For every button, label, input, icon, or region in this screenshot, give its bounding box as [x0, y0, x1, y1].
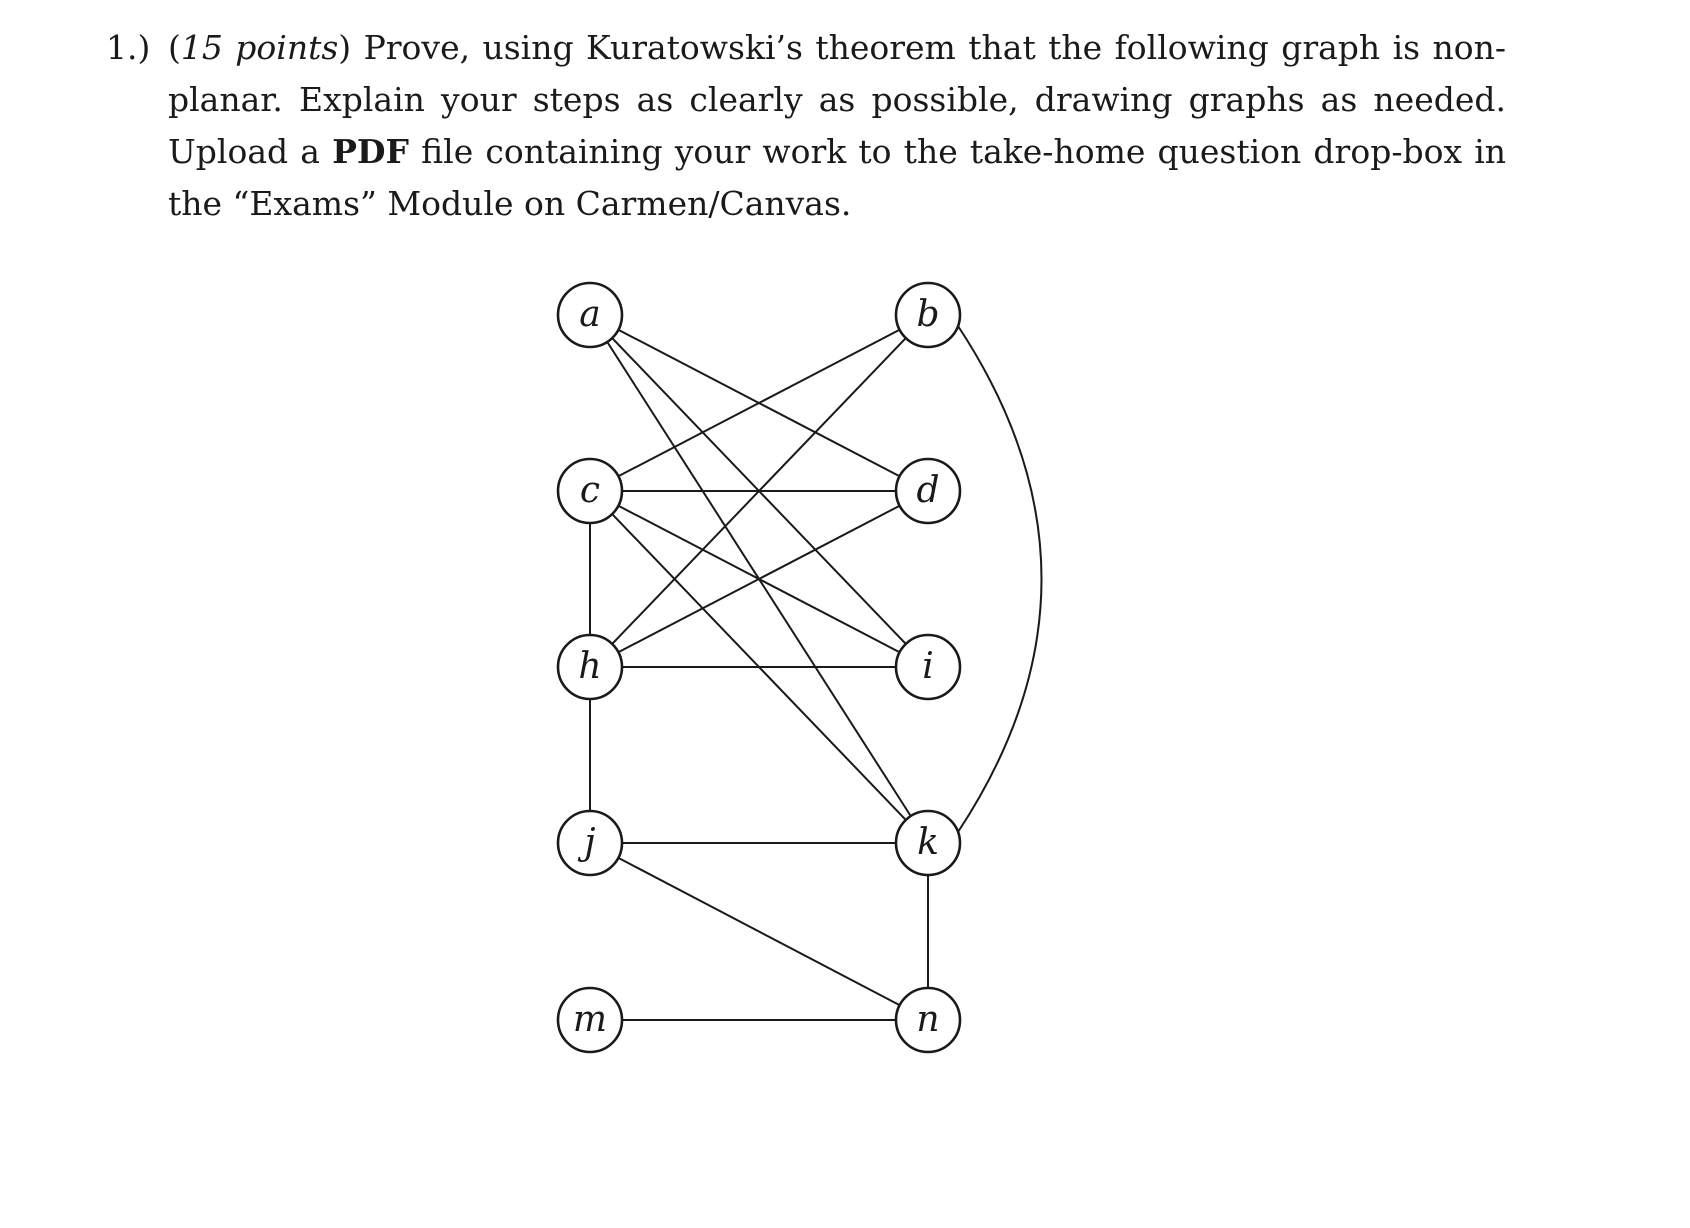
- node-d: [896, 459, 960, 523]
- question-text-part1: Prove, using Kuratowski’s theorem that the following graph is non-planar. Explain your steps as clearly as possible, drawing graphs as needed. Upload a: [168, 28, 1506, 171]
- node-b: [896, 283, 960, 347]
- edge-j-n: [590, 843, 928, 1020]
- node-h: [558, 635, 622, 699]
- node-n: [896, 988, 960, 1052]
- node-label-m: m: [572, 999, 608, 1040]
- question-number: 1.): [106, 28, 151, 67]
- node-label-i: i: [922, 646, 934, 687]
- node-m: [558, 988, 622, 1052]
- graph-edges: [590, 315, 1042, 1020]
- question-points: 15 points: [180, 28, 339, 67]
- question-text-part2: file containing your work to the take-home question drop-box in the “Exams” Module on Carmen/Canvas.: [168, 132, 1507, 223]
- node-label-c: c: [579, 470, 601, 511]
- node-label-a: a: [579, 294, 601, 335]
- node-c: [558, 459, 622, 523]
- points-close: ): [338, 28, 352, 67]
- node-j: [558, 811, 622, 875]
- points-open: (: [168, 28, 181, 67]
- node-label-b: b: [916, 294, 940, 335]
- node-label-n: n: [916, 999, 940, 1040]
- node-i: [896, 635, 960, 699]
- pdf-emphasis: PDF: [332, 132, 409, 171]
- node-label-d: d: [916, 470, 940, 511]
- node-k: [896, 811, 960, 875]
- edge-b-k: [958, 326, 1042, 832]
- node-label-k: k: [917, 822, 939, 863]
- node-label-h: h: [578, 646, 602, 687]
- node-label-j: j: [584, 822, 596, 863]
- node-a: [558, 283, 622, 347]
